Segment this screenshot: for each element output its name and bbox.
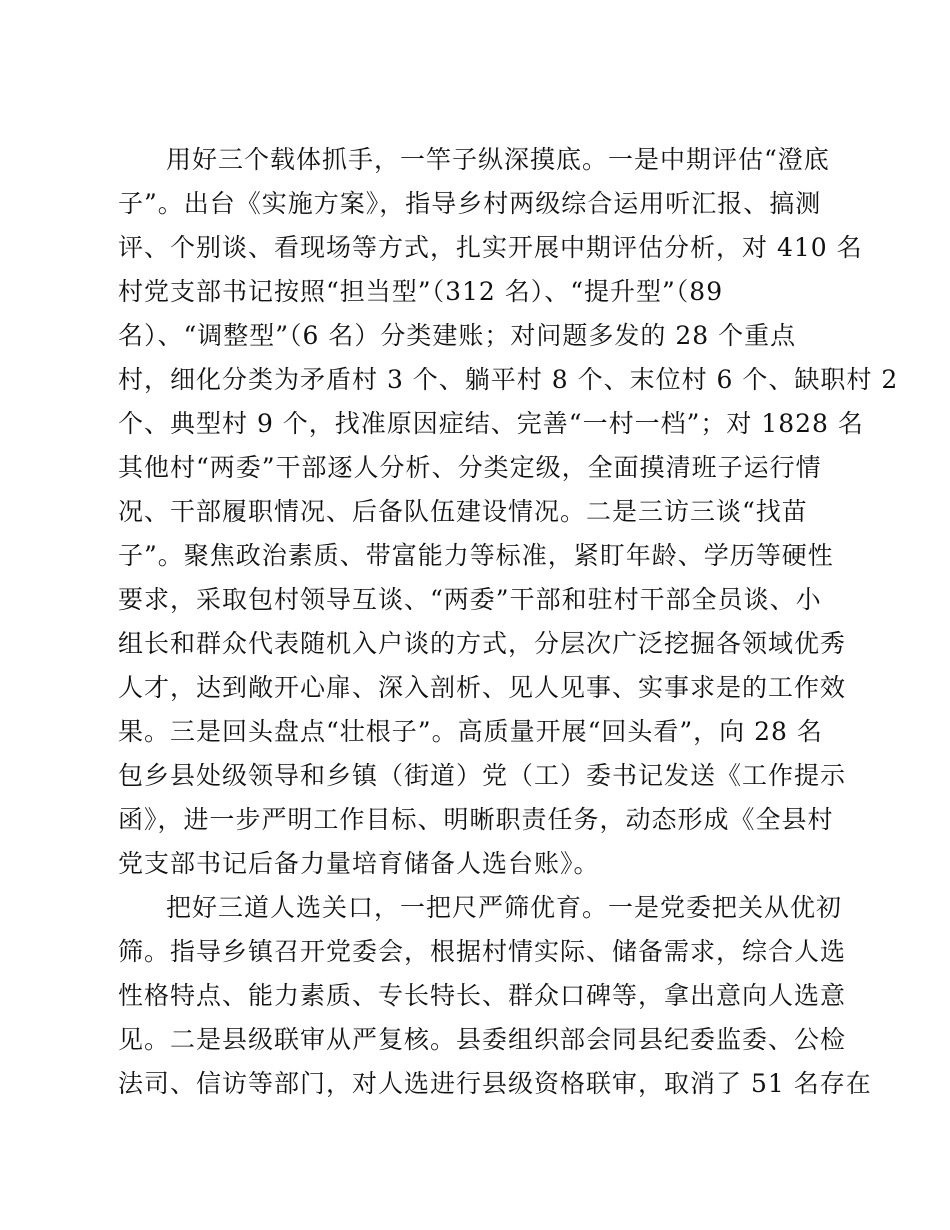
text-line: 用好三个载体抓手，一竿子纵深摸底。一是中期评估“澄底 <box>166 145 830 174</box>
document-body <box>118 138 899 1106</box>
text-line: 党支部书记后备力量培育储备人选台账》。 <box>118 849 600 878</box>
text-line: 况、干部履职情况、后备队伍建设情况。二是三访三谈“找苗 <box>118 497 808 526</box>
text-line: 组长和群众代表随机入户谈的方式，分层次广泛挖掘各领域优秀 <box>118 629 847 658</box>
text-line: 个、典型村 9 个，找准原因症结、完善“一村一档”；对 1828 名 <box>118 409 864 438</box>
text-line: 其他村“两委”干部逐人分析、分类定级，全面摸清班子运行情 <box>118 453 822 482</box>
text-line: 函》，进一步严明工作目标、明晰职责任务，动态形成《全县村 <box>118 805 834 834</box>
text-line: 村党支部书记按照“担当型”（312 名）、“提升型”（89 <box>118 277 724 306</box>
text-line: 子”。出台《实施方案》，指导乡村两级综合运用听汇报、搞测 <box>118 189 822 218</box>
text-line: 包乡县处级领导和乡镇（街道）党（工）委书记发送《工作提示 <box>118 761 847 790</box>
text-line: 评、个别谈、看现场等方式，扎实开展中期评估分析，对 410 名 <box>118 233 863 262</box>
text-line: 子”。聚焦政治素质、带富能力等标准，紧盯年龄、学历等硬性 <box>118 541 834 570</box>
text-line: 性格特点、能力素质、专长特长、群众口碑等，拿出意向人选意 <box>118 981 847 1010</box>
text-line: 把好三道人选关口，一把尺严筛优育。一是党委把关从优初 <box>166 893 843 922</box>
text-line: 筛。指导乡镇召开党委会，根据村情实际、储备需求，综合人选 <box>118 937 847 966</box>
text-line: 果。三是回头盘点“壮根子”。高质量开展“回头看”，向 28 名 <box>118 717 823 746</box>
text-line: 要求，采取包村领导互谈、“两委”干部和驻村干部全员谈、小 <box>118 585 822 614</box>
text-line: 法司、信访等部门，对人选进行县级资格联审，取消了 51 名存在 <box>118 1069 872 1098</box>
paragraph-carriers-survey <box>118 138 899 886</box>
text-line: 人才，达到敞开心扉、深入剖析、见人见事、实事求是的工作效 <box>118 673 847 702</box>
text-line: 村，细化分类为矛盾村 3 个、躺平村 8 个、末位村 6 个、缺职村 2 <box>118 365 899 394</box>
text-line: 见。二是县级联审从严复核。县委组织部会同县纪委监委、公检 <box>118 1025 847 1054</box>
paragraph-candidate-screening <box>118 886 872 1106</box>
text-line: 名）、“调整型”（6 名）分类建账；对问题多发的 28 个重点 <box>118 321 797 350</box>
